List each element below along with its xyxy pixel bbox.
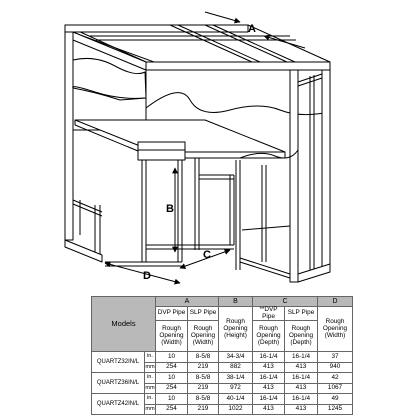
model-name: QUARTZ42IN/L (92, 394, 145, 415)
table-cell: 254 (156, 362, 188, 373)
model-name: QUARTZ36IN/L (92, 373, 145, 394)
unit-label: in. (145, 352, 156, 363)
table-cell: 882 (219, 362, 253, 373)
unit-label: mm (145, 404, 156, 415)
pipe-label: DVP Pipe (156, 307, 188, 321)
table-cell: 37 (318, 352, 353, 363)
dimension-a-arrow-left (205, 12, 240, 22)
table-cell: 16-1/4 (285, 373, 318, 384)
table-cell: 972 (219, 383, 253, 394)
unit-label: mm (145, 362, 156, 373)
unit-label: in. (145, 373, 156, 384)
table-cell: 254 (156, 404, 188, 415)
table-cell: 413 (253, 362, 285, 373)
table-cell: 1022 (219, 404, 253, 415)
table-cell: 34-3/4 (219, 352, 253, 363)
table-cell: 413 (285, 383, 318, 394)
table-cell: 16-1/4 (253, 394, 285, 405)
table-cell: 10 (156, 373, 188, 384)
table-cell: 38-1/4 (219, 373, 253, 384)
column-c-header: C (253, 297, 318, 307)
column-desc: Rough Opening (Height) (219, 307, 253, 352)
table-cell: 413 (285, 362, 318, 373)
table-cell: 413 (285, 404, 318, 415)
table-cell: 16-1/4 (253, 373, 285, 384)
table-cell: 42 (318, 373, 353, 384)
table-cell: 8-5/8 (188, 373, 219, 384)
left-wall (65, 32, 146, 262)
table-cell: 40-1/4 (219, 394, 253, 405)
column-desc: Rough Opening (Width) (156, 321, 188, 352)
table-cell: 10 (156, 394, 188, 405)
unit-label: mm (145, 383, 156, 394)
specifications-table (91, 296, 353, 415)
column-desc: Rough Opening (Depth) (253, 321, 285, 352)
table-cell: 219 (188, 383, 219, 394)
table-cell: 940 (318, 362, 353, 373)
dimension-d-label: D (143, 270, 151, 282)
table-cell: 49 (318, 394, 353, 405)
column-b-header: B (219, 297, 253, 307)
table-cell: 219 (188, 362, 219, 373)
table-cell: 413 (253, 383, 285, 394)
table-cell: 1067 (318, 383, 353, 394)
table-cell: 8-5/8 (188, 394, 219, 405)
dimension-a-label: A (248, 23, 256, 35)
table-cell: 254 (156, 383, 188, 394)
column-desc: Rough Opening (Width) (188, 321, 219, 352)
column-desc: Rough Opening (Width) (318, 307, 353, 352)
column-d-header: D (318, 297, 353, 307)
column-desc: Rough Opening (Depth) (285, 321, 318, 352)
table-cell: 8-5/8 (188, 352, 219, 363)
table-cell: 10 (156, 352, 188, 363)
pipe-label: **DVP Pipe (253, 307, 285, 321)
table-cell: 16-1/4 (253, 352, 285, 363)
models-header: Models (92, 297, 156, 352)
table-cell: 16-1/4 (285, 352, 318, 363)
dimension-c-label: C (203, 249, 211, 261)
pipe-label: SLP Pipe (285, 307, 318, 321)
pipe-label: SLP Pipe (188, 307, 219, 321)
table-cell: 219 (188, 404, 219, 415)
column-a-header: A (156, 297, 219, 307)
table-cell: 16-1/4 (285, 394, 318, 405)
model-name: QUARTZ32IN/L (92, 352, 145, 373)
unit-label: in. (145, 394, 156, 405)
dimension-b-label: B (166, 203, 174, 215)
table-cell: 1245 (318, 404, 353, 415)
table-cell: 413 (253, 404, 285, 415)
